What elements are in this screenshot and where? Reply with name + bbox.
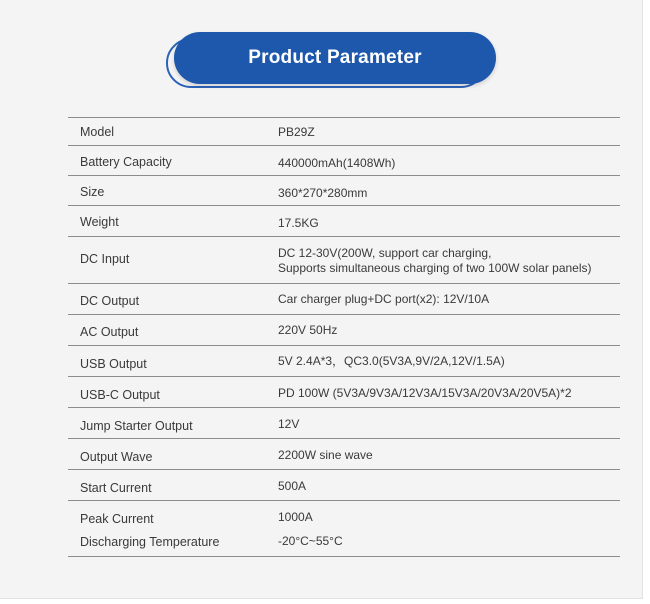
row-value: 360*270*280mm	[278, 186, 368, 200]
row-value: 1000A	[278, 510, 313, 524]
table-row-discharging-temperature	[68, 528, 620, 557]
row-value: PB29Z	[278, 125, 315, 139]
table-row-dc-output	[68, 284, 620, 315]
row-value: 5V 2.4A*3，QC3.0(5V3A,9V/2A,12V/1.5A)	[278, 354, 505, 368]
table-row-usb-output	[68, 346, 620, 377]
row-label: Size	[80, 185, 105, 199]
row-label: Output Wave	[80, 450, 153, 464]
table-row-usb-c-output	[68, 377, 620, 408]
table-row-size	[68, 176, 620, 206]
row-value: 2200W sine wave	[278, 448, 373, 462]
table-row-weight	[68, 206, 620, 237]
row-label: USB Output	[80, 357, 147, 371]
row-label: Battery Capacity	[80, 155, 172, 169]
table-row-battery-capacity	[68, 146, 620, 176]
row-label: USB-C Output	[80, 388, 160, 402]
table-row-start-current	[68, 470, 620, 501]
row-label: Peak Current	[80, 512, 154, 526]
row-label: DC Output	[80, 294, 140, 308]
row-label: Discharging Temperature	[80, 535, 220, 549]
row-value: DC 12-30V(200W, support car charging, Supports simultaneous charging of two 100W solar panels)	[278, 246, 592, 275]
row-value: Car charger plug+DC port(x2): 12V/10A	[278, 292, 490, 306]
row-label: Model	[80, 125, 115, 139]
row-value: 500A	[278, 479, 307, 493]
table-row-ac-output	[68, 315, 620, 346]
table-row-output-wave	[68, 439, 620, 470]
row-label: Start Current	[80, 481, 152, 495]
table-row-dc-input	[68, 237, 620, 284]
row-value: 220V 50Hz	[278, 323, 338, 337]
row-value: 440000mAh(1408Wh)	[278, 156, 396, 170]
table-row-peak-current	[68, 501, 620, 528]
row-label: Weight	[80, 215, 119, 229]
row-label: DC Input	[80, 252, 130, 266]
row-value: PD 100W (5V3A/9V3A/12V3A/15V3A/20V3A/20V5A)*2	[278, 386, 572, 400]
page-title: Product Parameter	[174, 32, 496, 84]
table-row-jump-starter-output	[68, 408, 620, 439]
row-value: -20°C~55°C	[278, 534, 343, 548]
row-value: 17.5KG	[278, 216, 319, 230]
row-label: AC Output	[80, 325, 139, 339]
title-banner	[166, 32, 498, 90]
row-label: Jump Starter Output	[80, 419, 193, 433]
table-row-model	[68, 118, 620, 146]
row-value: 12V	[278, 417, 300, 431]
